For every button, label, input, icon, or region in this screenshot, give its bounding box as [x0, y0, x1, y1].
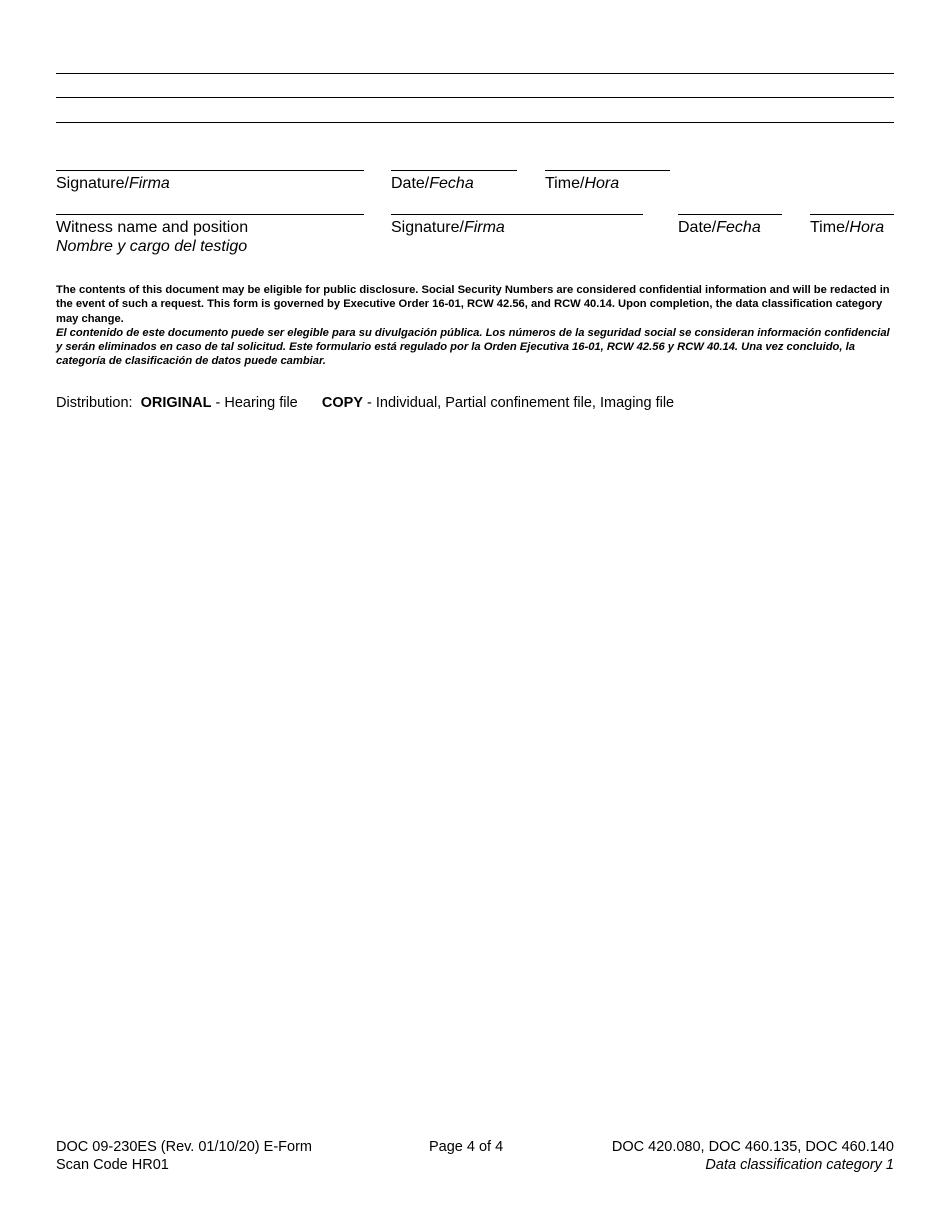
original-text: - Hearing file [211, 395, 298, 411]
witness-name-line[interactable] [56, 214, 364, 215]
footer-center [429, 1138, 503, 1156]
footer-right [612, 1138, 894, 1174]
disclosure-notice-spanish: El contenido de este documento puede ser elegible para su divulgación pública. Los números de la seguridad social se consideran información confidencial y serán eliminados en caso de tal solicitud. Este formulario está regulado por la Orden Ejecutiva 16-01, RCW 42.56 y RCW 40.14. Una vez concluido, la categoría de clasificación de datos puede cambiar. [56, 326, 890, 368]
date-line[interactable] [391, 170, 517, 171]
distribution-label: Distribution: [56, 395, 133, 411]
witness-time-line[interactable] [810, 214, 894, 215]
witness-name-label: Witness name and position Nombre y cargo del testigo [56, 219, 249, 255]
signature-line[interactable] [56, 170, 364, 171]
disclosure-notice [56, 283, 896, 369]
original-label: ORIGINAL [140, 395, 212, 411]
policy-references: DOC 420.080, DOC 460.135, DOC 460.140 [611, 1139, 894, 1155]
footer-left [56, 1138, 312, 1174]
time-label: Time/Hora [545, 175, 620, 192]
disclosure-notice-english: The contents of this document may be eligible for public disclosure. Social Security Numbers are considered confidential information and will be redacted in the event of such a request. This form is governed by Executive Order 16-01, RCW 42.56, and RCW 40.14. Upon completion, the data classification category may change. [56, 284, 890, 325]
blank-line-3 [56, 122, 894, 123]
copy-text: - Individual, Partial confinement file, Imaging file [363, 395, 675, 411]
data-classification: Data classification category 1 [705, 1157, 894, 1173]
scan-code: Scan Code HR01 [56, 1157, 169, 1173]
form-id: DOC 09-230ES (Rev. 01/10/20) E-Form [56, 1139, 312, 1155]
witness-date-line[interactable] [678, 214, 782, 215]
signature-label: Signature/Firma [56, 175, 170, 192]
time-line[interactable] [545, 170, 670, 171]
date-label: Date/Fecha [391, 175, 474, 192]
page-number: Page 4 of 4 [429, 1139, 504, 1155]
witness-time-label: Time/Hora [810, 219, 885, 236]
witness-date-label: Date/Fecha [678, 219, 761, 236]
blank-line-2 [56, 97, 894, 98]
copy-label: COPY [321, 395, 364, 411]
blank-line-1 [56, 73, 894, 74]
distribution-line [56, 394, 674, 412]
witness-signature-line[interactable] [391, 214, 643, 215]
witness-signature-label: Signature/Firma [391, 219, 505, 236]
